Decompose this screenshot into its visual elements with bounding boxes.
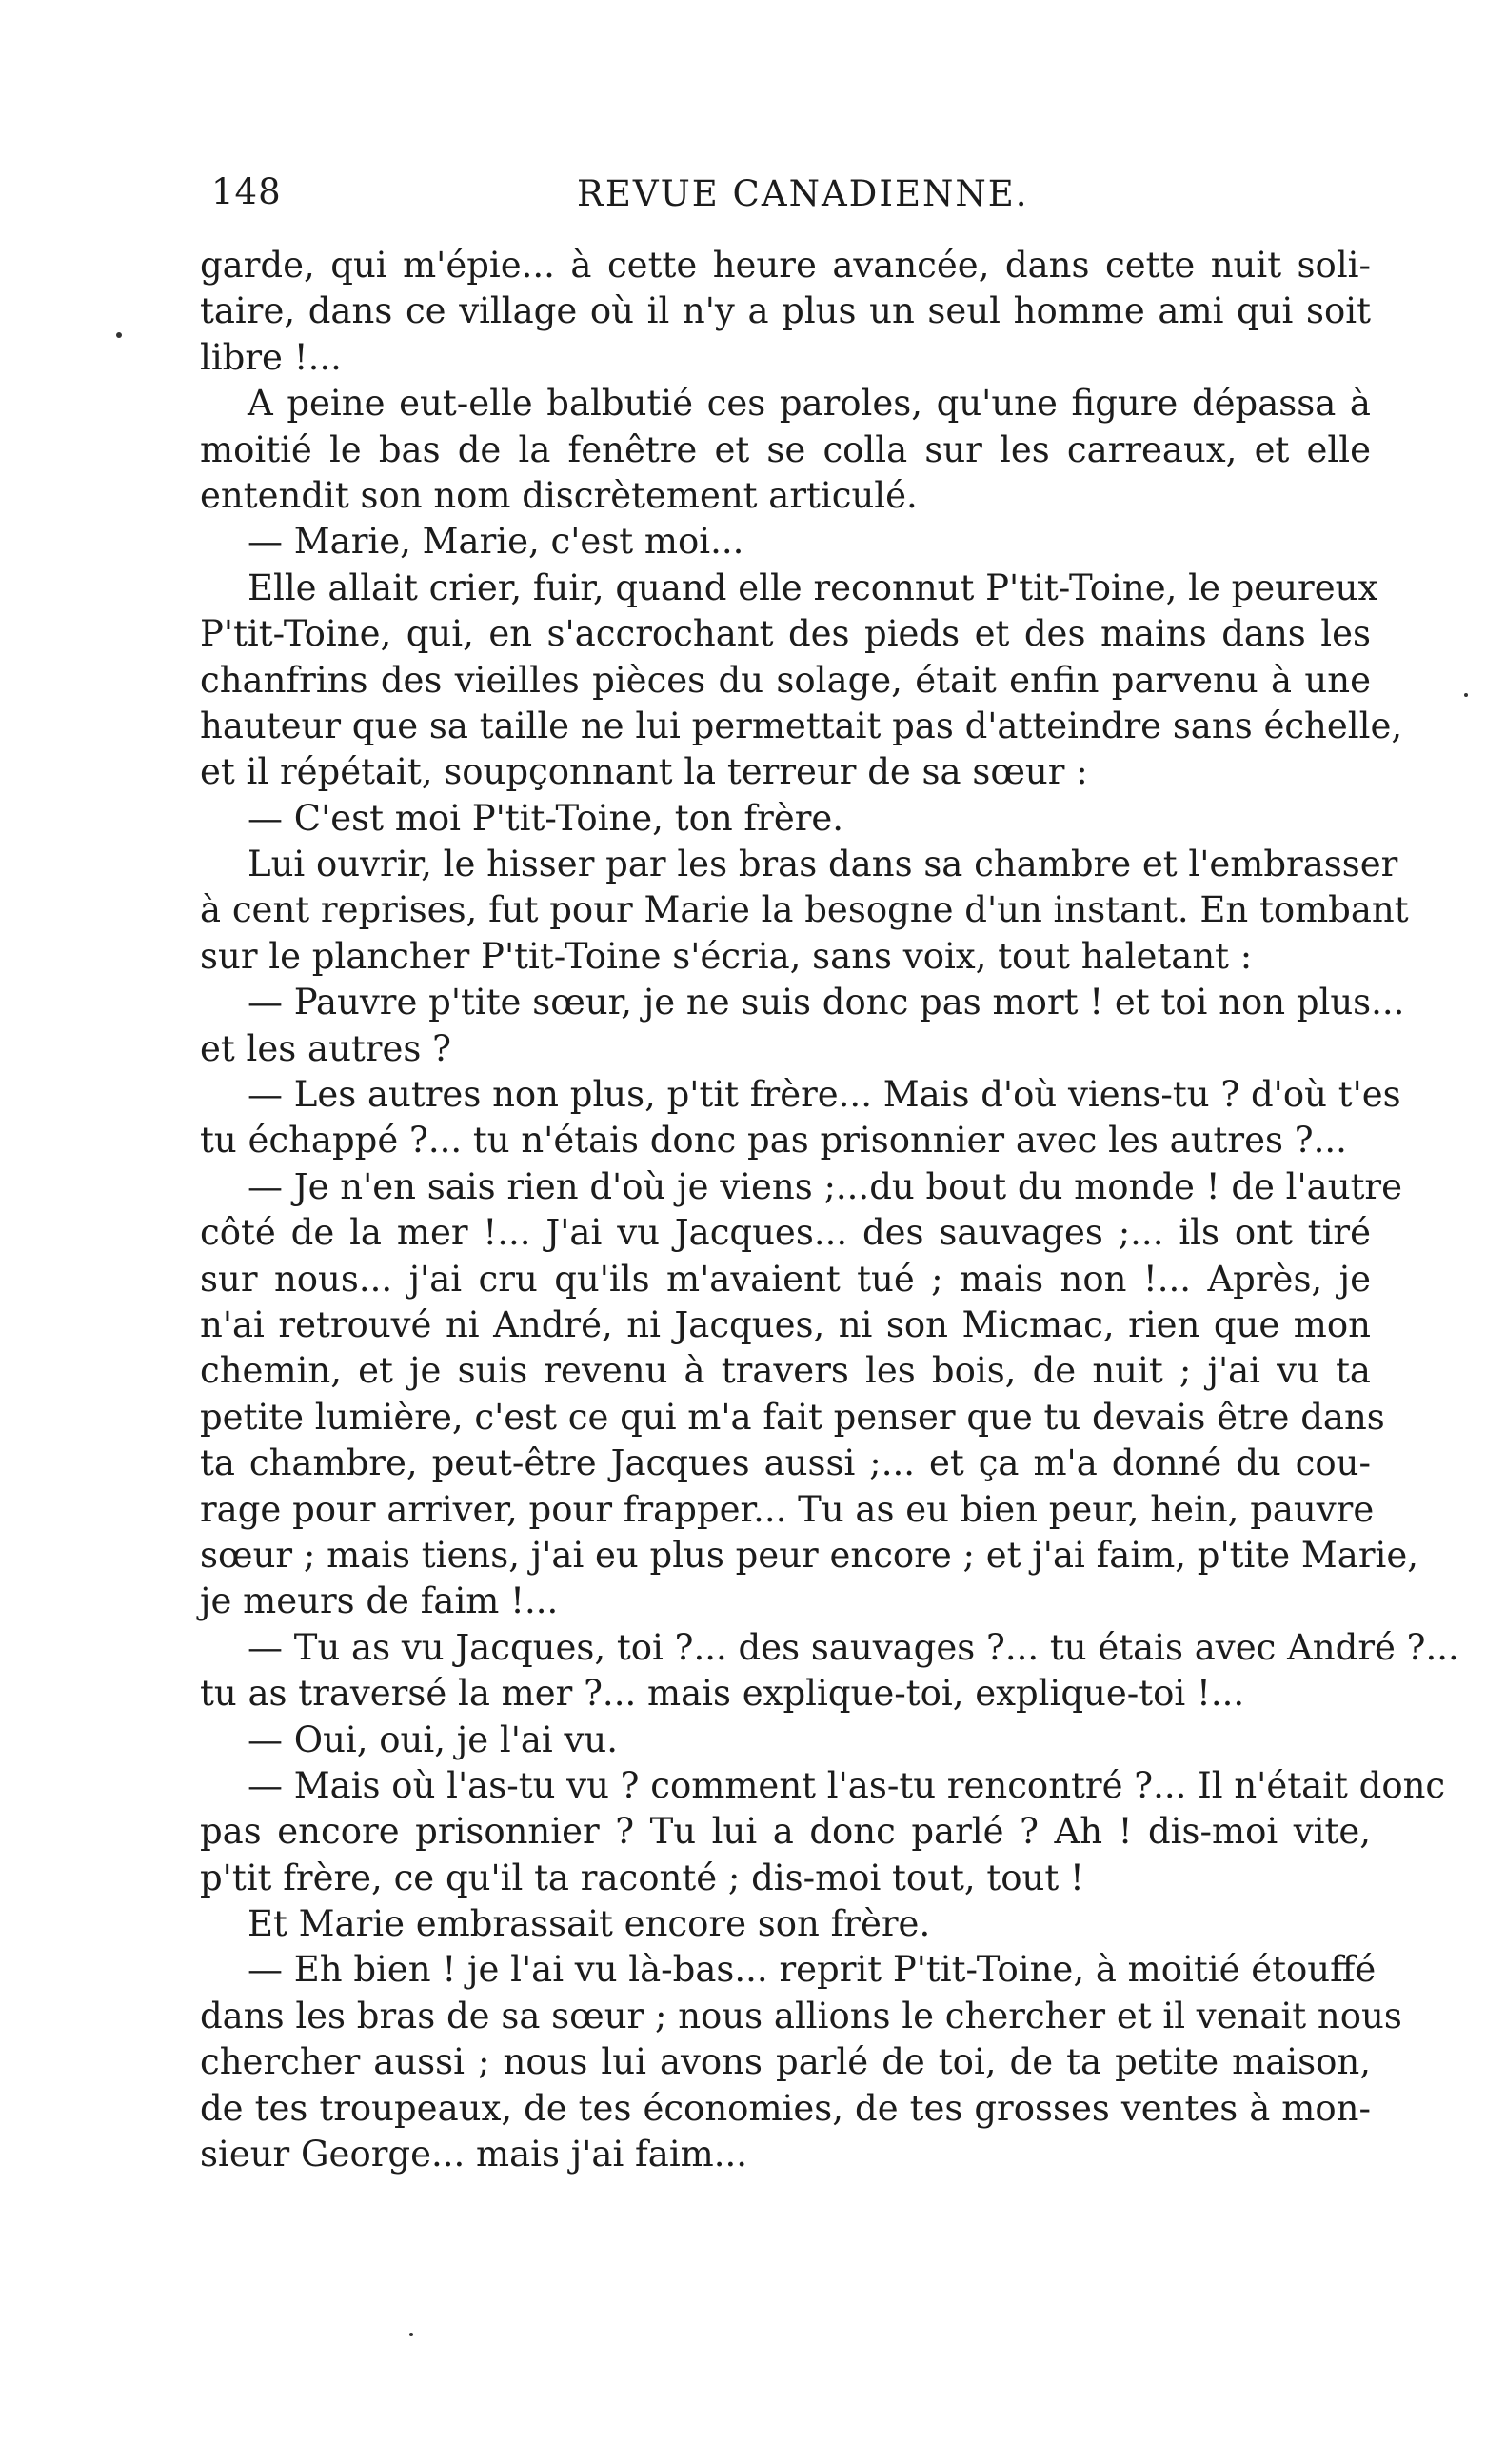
text-line: — Je n'en sais rien d'où je viens ;...du bout du monde ! de l'autre (248, 1165, 1403, 1207)
text-line: — Eh bien ! je l'ai vu là-bas... reprit P'tit-Toine, à moitié étouffé (248, 1949, 1377, 1991)
text-line: Elle allait crier, fuir, quand elle reconnut P'tit-Toine, le peureux (248, 566, 1378, 608)
text-line: — Mais où l'as-tu vu ? comment l'as-tu rencontré ?... Il n'était donc (248, 1764, 1446, 1806)
body-text (200, 243, 1459, 2177)
running-title: REVUE CANADIENNE. (577, 173, 1029, 214)
text-line: côté de la mer !... J'ai vu Jacques... des sauvages ;... ils ont tiré (200, 1212, 1371, 1254)
text-line: — C'est moi P'tit-Toine, ton frère. (248, 797, 844, 839)
text-line: chercher aussi ; nous lui avons parlé de toi, de ta petite maison, (200, 2041, 1371, 2083)
text-line: tu échappé ?... tu n'étais donc pas prisonnier avec les autres ?... (200, 1120, 1347, 1162)
text-line: pas encore prisonnier ? Tu lui a donc parlé ? Ah ! dis-moi vite, (200, 1811, 1371, 1853)
text-line: sur nous... j'ai cru qu'ils m'avaient tué ; mais non !... Après, je (200, 1258, 1371, 1300)
text-line: petite lumière, c'est ce qui m'a fait penser que tu devais être dans (200, 1396, 1385, 1438)
text-line: — Tu as vu Jacques, toi ?... des sauvages ?... tu étais avec André ?... (248, 1626, 1459, 1668)
text-line: ta chambre, peut-être Jacques aussi ;... et ça m'a donné du cou- (200, 1442, 1371, 1484)
text-line: sœur ; mais tiens, j'ai eu plus peur encore ; et j'ai faim, p'tite Marie, (200, 1534, 1419, 1576)
text-line: n'ai retrouvé ni André, ni Jacques, ni son Micmac, rien que mon (200, 1303, 1371, 1345)
page-header (211, 171, 1354, 219)
text-line: rage pour arriver, pour frapper... Tu as eu bien peur, hein, pauvre (200, 1488, 1375, 1530)
text-line: sieur George... mais j'ai faim... (200, 2134, 748, 2176)
text-line: libre !... (200, 336, 342, 378)
text-line: — Les autres non plus, p'tit frère... Mais d'où viens-tu ? d'où t'es (248, 1074, 1401, 1116)
text-line: je meurs de faim !... (200, 1580, 559, 1622)
text-line: tu as traversé la mer ?... mais explique-toi, explique-toi !... (200, 1673, 1245, 1715)
text-line: — Pauvre p'tite sœur, je ne suis donc pas mort ! et toi non plus... (248, 982, 1405, 1023)
text-line: entendit son nom discrètement articulé. (200, 474, 918, 516)
ink-speck (1464, 693, 1468, 697)
text-line: P'tit-Toine, qui, en s'accrochant des pieds et des mains dans les (200, 613, 1371, 655)
text-line: garde, qui m'épie... à cette heure avancée, dans cette nuit soli- (200, 245, 1371, 286)
text-line: et les autres ? (200, 1027, 451, 1069)
text-line: p'tit frère, ce qu'il ta raconté ; dis-moi tout, tout ! (200, 1857, 1084, 1898)
text-line: — Oui, oui, je l'ai vu. (248, 1719, 619, 1760)
text-line: hauteur que sa taille ne lui permettait pas d'atteindre sans échelle, (200, 705, 1403, 746)
text-line: Lui ouvrir, le hisser par les bras dans sa chambre et l'embrasser (248, 844, 1398, 885)
text-line: A peine eut-elle balbutié ces paroles, qu'une figure dépassa à (248, 383, 1371, 425)
text-line: chemin, et je suis revenu à travers les bois, de nuit ; j'ai vu ta (200, 1350, 1371, 1392)
text-line: à cent reprises, fut pour Marie la besogne d'un instant. En tombant (200, 889, 1409, 931)
page-number: 148 (211, 171, 282, 212)
text-line: et il répétait, soupçonnant la terreur de sa sœur : (200, 751, 1088, 793)
ink-speck (409, 2333, 413, 2336)
ink-speck (116, 332, 122, 338)
text-line: sur le plancher P'tit-Toine s'écria, sans voix, tout haletant : (200, 935, 1253, 977)
text-line: Et Marie embrassait encore son frère. (248, 1903, 931, 1945)
text-line: — Marie, Marie, c'est moi... (248, 521, 744, 563)
text-line: chanfrins des vieilles pièces du solage, était enfin parvenu à une (200, 659, 1371, 701)
text-line: taire, dans ce village où il n'y a plus un seul homme ami qui soit (200, 290, 1371, 332)
text-line: moitié le bas de la fenêtre et se colla sur les carreaux, et elle (200, 428, 1371, 470)
text-line: de tes troupeaux, de tes économies, de tes grosses ventes à mon- (200, 2087, 1371, 2129)
text-line: dans les bras de sa sœur ; nous allions le chercher et il venait nous (200, 1995, 1402, 2037)
